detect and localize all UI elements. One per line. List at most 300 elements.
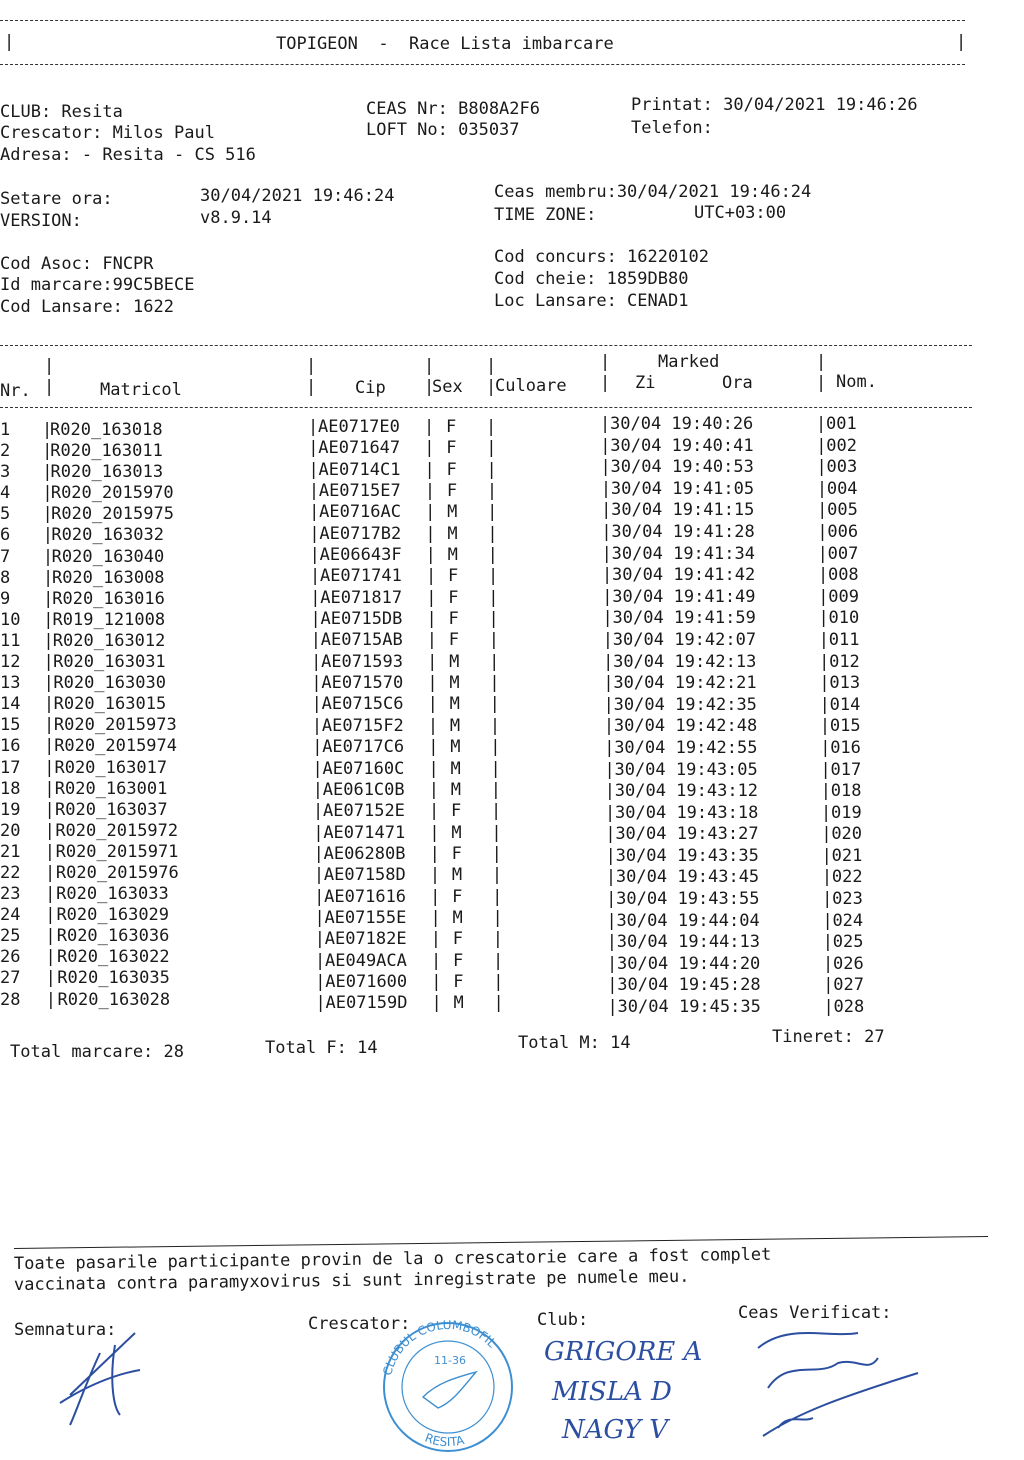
club-stamp [368, 1312, 528, 1452]
row-matricol: R020_163036 [56, 926, 170, 947]
column-separator: | [45, 968, 56, 989]
row-sex: F [452, 929, 463, 950]
total-m: Total M: 14 [518, 1033, 631, 1053]
column-separator: | [489, 673, 500, 694]
column-separator: | [43, 673, 54, 694]
column-separator: | [425, 523, 436, 544]
ceas-nr-line: CEAS Nr: B808A2F6 [366, 99, 540, 119]
table-top-rule [0, 345, 972, 346]
row-matricol: R020_163016 [52, 588, 165, 609]
column-separator: | [606, 932, 617, 953]
row-nom: 025 [832, 932, 864, 953]
row-marked: 30/04 19:41:28 [611, 521, 755, 542]
page-title: TOPIGEON - Race Lista imbarcare [276, 34, 614, 54]
col-header-matricol: Matricol [100, 380, 182, 400]
column-separator: | [603, 694, 614, 715]
column-separator: | [427, 673, 438, 694]
stamp-text-mid: 11-36 [434, 1354, 466, 1367]
crescator-label: Crescator: [308, 1314, 411, 1334]
header-separators-nom: | | [816, 352, 827, 393]
column-separator: | [42, 420, 53, 440]
row-matricol: R020_163037 [55, 799, 168, 820]
column-separator: | [817, 521, 828, 542]
row-cip: AE0715AB [320, 630, 403, 651]
row-nom: 005 [827, 500, 858, 521]
table-row [0, 652, 900, 673]
column-separator: | [601, 500, 612, 521]
column-separator: | [487, 523, 498, 544]
tineret: Tineret: 27 [772, 1027, 885, 1047]
column-separator: | [42, 567, 54, 588]
col-header-nr: Nr. [0, 381, 31, 401]
column-separator: | [42, 525, 53, 546]
row-cip: AE0715F2 [321, 715, 404, 736]
column-separator: | [605, 824, 616, 845]
row-cip: AE071593 [321, 651, 403, 672]
row-sex: M [449, 651, 460, 672]
row-matricol: R020_163031 [53, 652, 166, 673]
column-separator: | [491, 822, 502, 843]
column-separator: | [817, 500, 828, 521]
column-separator: | [44, 799, 55, 820]
column-separator: | [42, 504, 53, 525]
setare-ora-label: Setare ora: [0, 189, 113, 209]
row-cip: AE0717C6 [322, 737, 405, 758]
column-separator: | [45, 905, 56, 926]
declaration-rule [14, 1236, 988, 1249]
column-separator: | [490, 737, 501, 758]
row-nr: 14 [0, 694, 21, 715]
row-nom: 017 [830, 759, 862, 780]
time-zone-label: TIME ZONE: [494, 205, 597, 225]
column-separator: | [822, 889, 833, 910]
row-sex: F [446, 417, 457, 437]
table-row [0, 800, 900, 821]
column-separator: | [493, 971, 504, 992]
table-body [0, 414, 900, 1018]
row-marked: 30/04 19:43:45 [615, 867, 760, 888]
column-separator: | [820, 737, 831, 758]
column-separator: | [605, 867, 617, 888]
row-cip: AE0717B2 [319, 523, 402, 544]
row-cip: AE0715E7 [318, 481, 401, 502]
row-marked: 30/04 19:42:13 [613, 651, 757, 672]
header-separators-mark: | | [600, 352, 611, 393]
row-cip: AE071600 [325, 971, 408, 992]
column-separator: | [602, 586, 613, 607]
column-separator: | [489, 651, 500, 672]
row-matricol: R019_121008 [52, 609, 166, 630]
row-nom: 011 [828, 629, 860, 650]
row-marked: 30/04 19:43:27 [615, 824, 759, 845]
table-row [0, 631, 900, 652]
column-separator: | [429, 843, 440, 864]
column-separator: | [607, 953, 618, 974]
column-separator: | [426, 587, 437, 608]
row-sex: M [450, 737, 461, 758]
row-marked: 30/04 19:43:05 [614, 759, 758, 780]
loft-no-line: LOFT No: 035037 [366, 120, 520, 140]
table-row [0, 989, 900, 1018]
row-marked: 30/04 19:40:53 [610, 457, 754, 478]
table-row [0, 758, 900, 779]
row-sex: M [447, 545, 458, 566]
column-separator: | [491, 801, 502, 822]
column-separator: | [431, 971, 442, 992]
row-matricol: R020_163001 [54, 778, 168, 799]
row-marked: 30/04 19:45:35 [617, 997, 761, 1018]
table-row [0, 673, 900, 694]
row-cip: AE049ACA [325, 950, 407, 971]
row-nom: 015 [829, 716, 861, 737]
adresa-line: Adresa: - Resita - CS 516 [0, 145, 256, 165]
col-header-nom: Nom. [836, 372, 877, 392]
table-row [0, 905, 900, 931]
column-separator: | [309, 566, 321, 587]
row-matricol: R020_2015976 [55, 862, 179, 883]
column-separator: | [42, 546, 54, 567]
row-matricol: R020_2015970 [50, 483, 174, 504]
table-row [0, 521, 900, 546]
row-nr: 18 [0, 778, 21, 799]
column-separator: | [312, 758, 323, 779]
row-matricol: R020_2015972 [55, 820, 179, 841]
handwriting-line-2: MISLA D [552, 1377, 672, 1407]
column-separator: | [313, 843, 324, 864]
row-sex: M [451, 865, 463, 886]
row-nr: 4 [0, 483, 11, 504]
row-cip: AE071741 [319, 566, 402, 587]
column-separator: | [424, 481, 436, 502]
row-marked: 30/04 19:43:18 [615, 802, 759, 823]
column-separator: | [600, 478, 612, 499]
time-zone-value: UTC+03:00 [694, 203, 787, 223]
row-cip: AE0715DB [320, 609, 403, 630]
row-matricol: R020_2015973 [53, 715, 177, 736]
column-separator: | [314, 907, 325, 928]
column-separator: | [487, 545, 498, 566]
table-row [0, 586, 900, 610]
column-separator: | [493, 950, 504, 971]
row-cip: AE071817 [320, 587, 403, 608]
column-separator: | [823, 997, 834, 1018]
column-separator: | [602, 629, 614, 650]
column-separator: | [313, 865, 325, 886]
column-separator: | [822, 932, 833, 953]
column-separator: | [816, 457, 827, 478]
column-separator: | [315, 993, 326, 1014]
column-separator: | [428, 737, 439, 758]
row-sex: M [453, 993, 464, 1014]
row-nr: 16 [0, 736, 21, 757]
row-nr: 3 [0, 462, 11, 483]
row-nr: 6 [0, 525, 11, 546]
row-marked: 30/04 19:41:49 [612, 586, 756, 607]
row-marked: 30/04 19:43:55 [616, 889, 760, 910]
row-sex: F [446, 438, 457, 459]
column-separator: | [490, 779, 501, 800]
handwriting-line-1: GRIGORE A [544, 1337, 703, 1367]
column-separator: | [821, 845, 832, 866]
col-header-marked: Marked [658, 352, 720, 372]
telefon-line: Telefon: [631, 118, 713, 138]
row-marked: 30/04 19:41:05 [610, 478, 755, 499]
column-separator: | [602, 608, 613, 629]
row-matricol: R020_163018 [50, 420, 163, 440]
column-separator: | [600, 435, 611, 456]
row-nom: 004 [826, 478, 858, 499]
column-separator: | [311, 673, 322, 694]
row-matricol: R020_163017 [54, 757, 168, 778]
row-sex: F [448, 609, 459, 630]
row-nom: 027 [833, 975, 864, 996]
column-separator: | [607, 997, 618, 1018]
column-separator: | [600, 414, 611, 434]
row-marked: 30/04 19:41:15 [611, 500, 755, 521]
row-marked: 30/04 19:40:41 [610, 435, 754, 456]
row-matricol: R020_163033 [56, 884, 169, 905]
column-separator: | [44, 862, 56, 883]
column-separator: | [310, 630, 322, 651]
row-nom: 014 [829, 694, 861, 715]
row-nom: 019 [831, 802, 862, 823]
row-nr: 7 [0, 546, 11, 567]
row-sex: M [449, 715, 461, 736]
column-separator: | [493, 993, 504, 1014]
row-marked: 30/04 19:41:34 [611, 543, 755, 564]
row-cip: AE07152E [323, 801, 405, 822]
row-matricol: R020_163030 [53, 673, 166, 694]
column-separator: | [607, 975, 618, 996]
column-separator: | [314, 929, 325, 950]
row-cip: AE07159D [325, 993, 408, 1014]
version-value: v8.9.14 [200, 208, 272, 228]
row-marked: 30/04 19:45:28 [617, 975, 761, 996]
column-separator: | [43, 609, 54, 630]
column-separator: | [601, 565, 613, 586]
printat-line: Printat: 30/04/2021 19:46:26 [631, 95, 918, 115]
column-separator: | [603, 651, 614, 672]
row-nr: 11 [0, 630, 21, 651]
column-separator: | [822, 910, 833, 931]
id-marcare-line: Id marcare:99C5BECE [0, 275, 195, 295]
column-separator: | [315, 971, 326, 992]
row-nom: 012 [829, 651, 860, 672]
row-nr: 26 [0, 947, 21, 968]
column-separator: | [486, 438, 497, 459]
column-separator: | [491, 865, 503, 886]
column-separator: | [816, 478, 828, 499]
row-nom: 023 [832, 889, 863, 910]
row-nom: 008 [827, 565, 859, 586]
column-separator: | [45, 989, 57, 1010]
table-row [0, 543, 900, 568]
column-separator: | [427, 715, 439, 736]
row-nom: 024 [832, 910, 864, 931]
row-nr: 12 [0, 652, 21, 673]
semnatura-label: Semnatura: [14, 1320, 117, 1340]
column-separator: | [425, 545, 436, 566]
column-separator: | [489, 694, 500, 715]
column-separator: | [487, 566, 499, 587]
row-marked: 30/04 19:40:26 [610, 414, 754, 434]
title-box-left-edge: | [4, 32, 15, 52]
column-separator: | [429, 801, 440, 822]
club-handwriting [538, 1318, 938, 1458]
column-separator: | [488, 630, 500, 651]
row-sex: F [451, 843, 462, 864]
stamp-text-bottom: RESITA [422, 1430, 466, 1450]
column-separator: | [426, 609, 437, 630]
col-header-ora: Ora [722, 373, 753, 393]
column-separator: | [44, 820, 55, 841]
column-separator: | [817, 565, 829, 586]
table-row [0, 478, 900, 504]
row-matricol: R020_163008 [51, 567, 165, 588]
row-marked: 30/04 19:43:12 [614, 781, 759, 802]
row-matricol: R020_2015975 [51, 504, 174, 525]
header-separators-cip: | | [306, 356, 317, 397]
signature-scribble [40, 1325, 160, 1435]
column-separator: | [820, 781, 831, 802]
col-header-culoare: Culoare [495, 376, 567, 396]
column-separator: | [492, 929, 503, 950]
column-separator: | [45, 926, 56, 947]
row-nr: 20 [0, 820, 21, 841]
row-cip: AE06280B [323, 843, 406, 864]
column-separator: | [311, 694, 322, 715]
column-separator: | [428, 779, 439, 800]
table-header-rule [0, 407, 972, 408]
column-separator: | [604, 759, 615, 780]
table-row [0, 841, 900, 866]
row-sex: F [447, 566, 459, 587]
title-box-bottom-rule [0, 64, 965, 65]
column-separator: | [44, 757, 55, 778]
column-separator: | [43, 715, 55, 736]
column-separator: | [489, 715, 501, 736]
crescator-line: Crescator: Milos Paul [0, 123, 215, 143]
column-separator: | [492, 886, 503, 907]
row-nom: 020 [831, 824, 863, 845]
row-cip: AE0716AC [319, 502, 401, 523]
total-marcare: Total marcare: 28 [10, 1042, 184, 1062]
column-separator: | [311, 651, 322, 672]
row-nr: 17 [0, 757, 21, 778]
row-sex: M [449, 673, 460, 694]
table-row [0, 779, 900, 800]
row-sex: F [452, 886, 463, 907]
cod-concurs-line: Cod concurs: 16220102 [494, 247, 709, 267]
column-separator: | [604, 737, 615, 758]
column-separator: | [308, 459, 319, 480]
cod-asoc-line: Cod Asoc: FNCPR [0, 254, 154, 274]
column-separator: | [492, 907, 503, 928]
column-separator: | [605, 845, 616, 866]
version-label: VERSION: [0, 211, 82, 231]
column-separator: | [42, 483, 53, 504]
row-matricol: R020_163013 [50, 462, 164, 483]
club-line: CLUB: Resita [0, 102, 123, 122]
column-separator: | [601, 521, 612, 542]
column-separator: | [491, 843, 502, 864]
column-separator: | [314, 886, 325, 907]
col-header-cip: Cip [355, 378, 386, 398]
row-matricol: R020_163028 [57, 989, 171, 1010]
table-row [0, 947, 900, 974]
column-separator: | [604, 781, 615, 802]
column-separator: | [603, 716, 615, 737]
row-sex: F [453, 971, 464, 992]
column-separator: | [821, 802, 832, 823]
column-separator: | [486, 459, 497, 480]
column-separator: | [44, 778, 55, 799]
stamp-dove-icon [423, 1372, 476, 1408]
row-nr: 9 [0, 588, 11, 609]
column-separator: | [606, 889, 617, 910]
declaration-line-1: Toate pasarile participante provin de la o crescatorie care a fost complet [13, 1244, 772, 1274]
column-separator: | [424, 438, 435, 459]
row-matricol: R020_163032 [51, 525, 164, 546]
row-nom: 021 [831, 845, 863, 866]
row-matricol: R020_163022 [57, 947, 170, 968]
row-marked: 30/04 19:44:04 [616, 910, 760, 931]
column-separator: | [426, 630, 438, 651]
column-separator: | [308, 438, 319, 459]
column-separator: | [819, 673, 830, 694]
row-nom: 018 [830, 781, 862, 802]
column-separator: | [429, 865, 441, 886]
column-separator: | [605, 802, 616, 823]
column-separator: | [43, 694, 55, 715]
table-row [0, 820, 900, 845]
row-cip: AE071471 [323, 822, 406, 843]
column-separator: | [823, 953, 834, 974]
row-cip: AE0715C6 [321, 694, 404, 715]
row-sex: M [451, 822, 462, 843]
row-nom: 022 [831, 867, 863, 888]
row-nr: 21 [0, 841, 21, 862]
column-separator: | [600, 457, 611, 478]
column-separator: | [310, 587, 321, 608]
cod-cheie-line: Cod cheie: 1859DB80 [494, 269, 689, 289]
column-separator: | [821, 867, 833, 888]
column-separator: | [821, 824, 832, 845]
column-separator: | [425, 502, 436, 523]
column-separator: | [430, 929, 441, 950]
column-separator: | [486, 417, 497, 437]
row-nom: 010 [828, 608, 860, 629]
row-marked: 30/04 19:43:35 [615, 845, 759, 866]
row-marked: 30/04 19:44:20 [617, 953, 761, 974]
row-nr: 23 [0, 884, 21, 905]
row-marked: 30/04 19:41:59 [612, 608, 756, 629]
total-f: Total F: 14 [265, 1038, 378, 1058]
column-separator: | [424, 459, 435, 480]
row-sex: F [446, 459, 457, 480]
row-sex: M [447, 523, 458, 544]
row-matricol: R020_163011 [50, 441, 163, 462]
column-separator: | [601, 543, 612, 564]
header-separators: | [44, 356, 55, 376]
row-sex: M [447, 502, 458, 523]
row-matricol: R020_2015971 [55, 841, 179, 862]
row-nr: 13 [0, 673, 21, 694]
column-separator: | [818, 608, 829, 629]
ceas-verificat-label: Ceas Verificat: [738, 1303, 892, 1323]
loc-lansare-line: Loc Lansare: CENAD1 [494, 291, 689, 311]
row-cip: AE071570 [321, 673, 404, 694]
